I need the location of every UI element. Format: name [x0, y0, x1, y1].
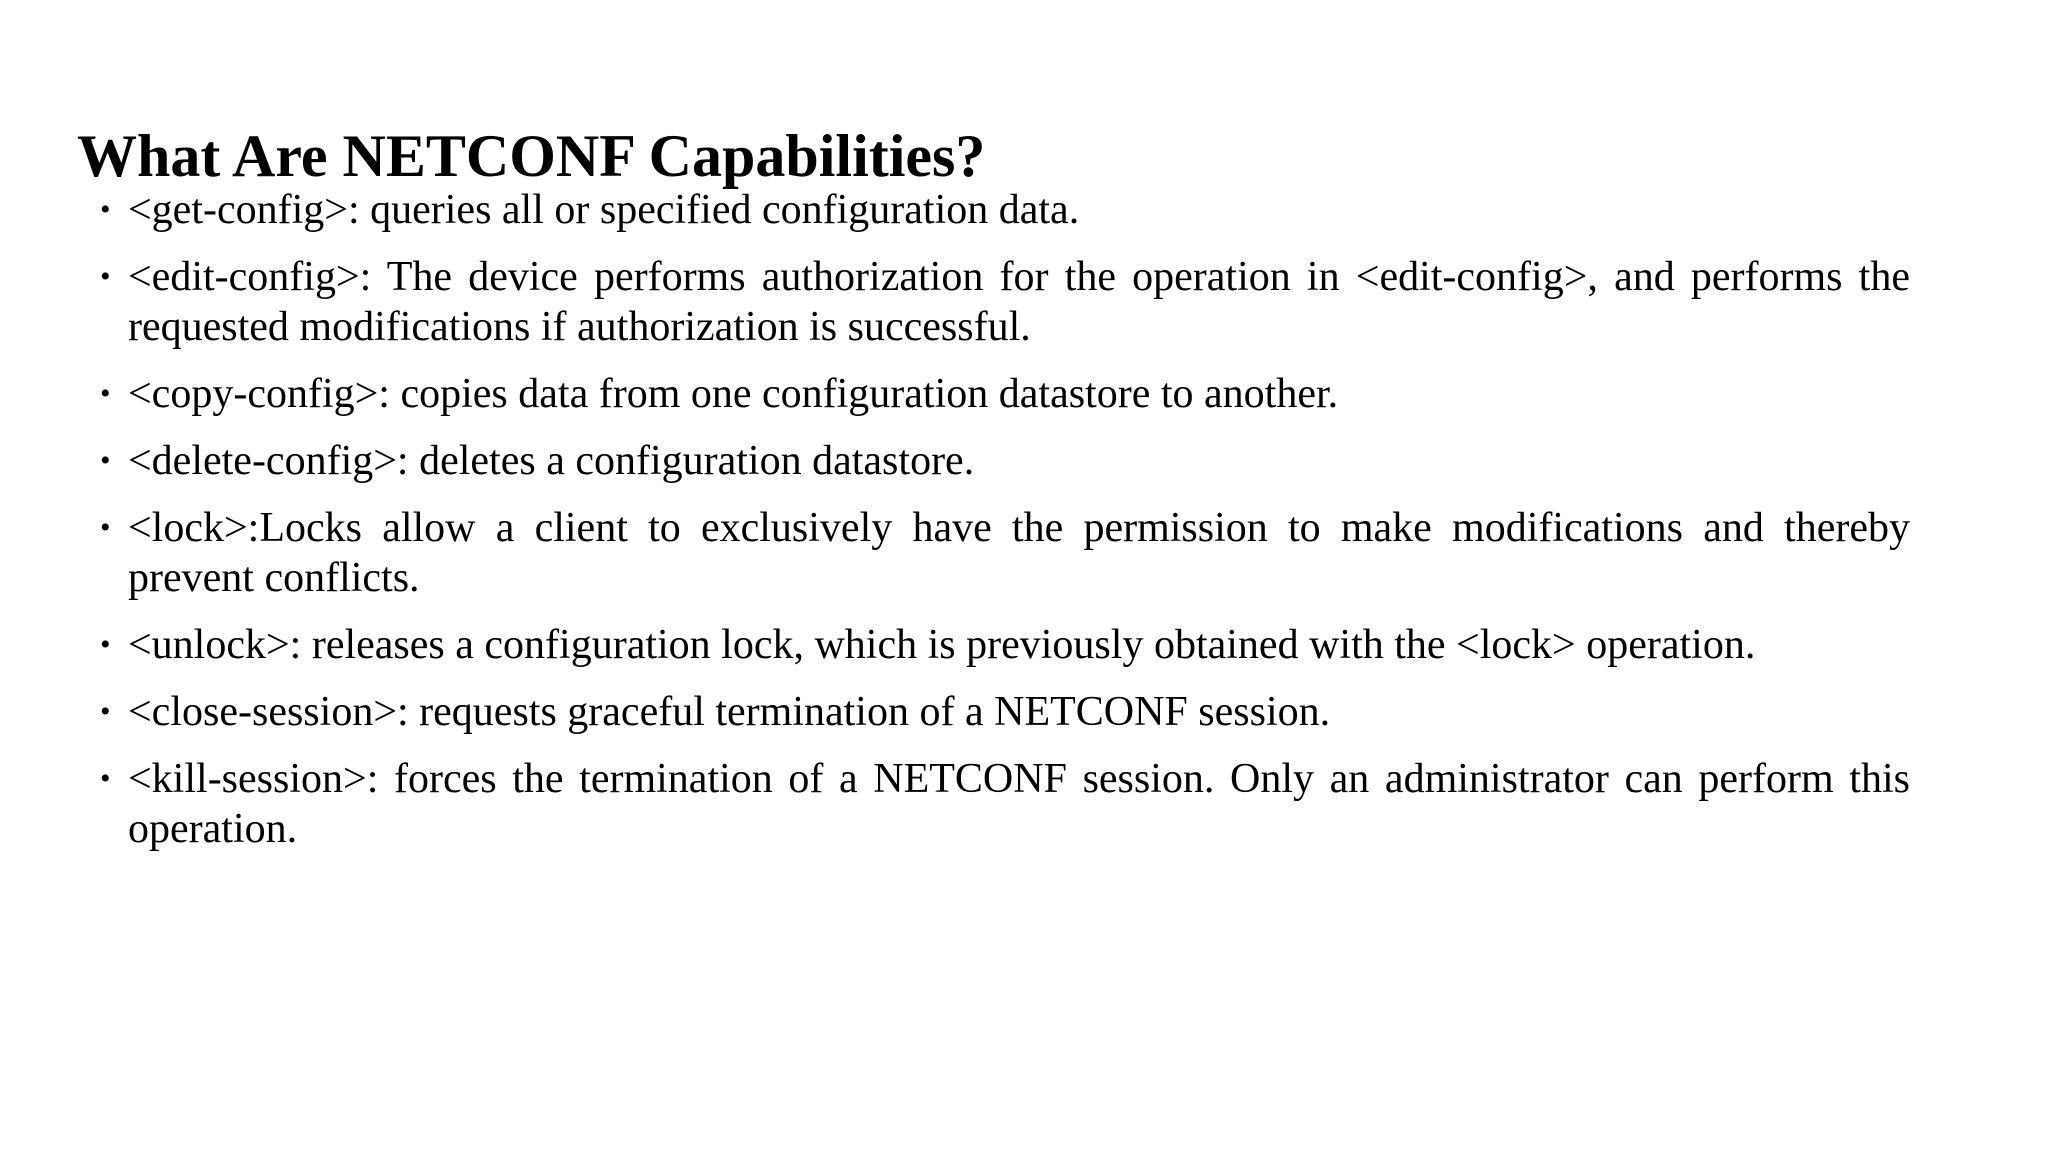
bullet-text: <copy-config>: copies data from one configuration datastore to another. — [128, 371, 1339, 417]
bullet-icon: • — [100, 695, 111, 728]
bullet-text: <unlock>: releases a configuration lock, which is previously obtained with the <lock> operation. — [128, 622, 1756, 668]
bullet-icon: • — [100, 628, 111, 661]
bullet-list — [100, 185, 1910, 871]
bullet-item-close-session — [100, 687, 1910, 737]
bullet-item-kill-session — [100, 754, 1910, 854]
bullet-item-copy-config — [100, 369, 1910, 419]
slide-title: What Are NETCONF Capabilities? — [77, 123, 986, 189]
bullet-text: <delete-config>: deletes a configuration datastore. — [128, 438, 975, 484]
bullet-item-edit-config — [100, 252, 1910, 352]
bullet-icon: • — [100, 511, 111, 544]
bullet-item-delete-config — [100, 436, 1910, 486]
bullet-icon: • — [100, 377, 111, 410]
bullet-text: <edit-config>: The device performs authorization for the operation in <edit-config>, and performs the requested modifications if authorization is successful. — [128, 254, 1910, 350]
bullet-text: <lock>:Locks allow a client to exclusively have the permission to make modifications and thereby prevent conflicts. — [128, 505, 1910, 601]
bullet-text: <close-session>: requests graceful termination of a NETCONF session. — [128, 689, 1331, 735]
bullet-item-unlock — [100, 620, 1910, 670]
bullet-text: <kill-session>: forces the termination of a NETCONF session. Only an administrator can perform this operation. — [128, 756, 1910, 852]
bullet-item-lock — [100, 503, 1910, 603]
bullet-icon: • — [100, 260, 111, 293]
bullet-icon: • — [100, 762, 111, 795]
bullet-item-get-config — [100, 185, 1910, 235]
bullet-icon: • — [100, 193, 111, 226]
bullet-text: <get-config>: queries all or specified configuration data. — [128, 187, 1080, 233]
bullet-icon: • — [100, 444, 111, 477]
